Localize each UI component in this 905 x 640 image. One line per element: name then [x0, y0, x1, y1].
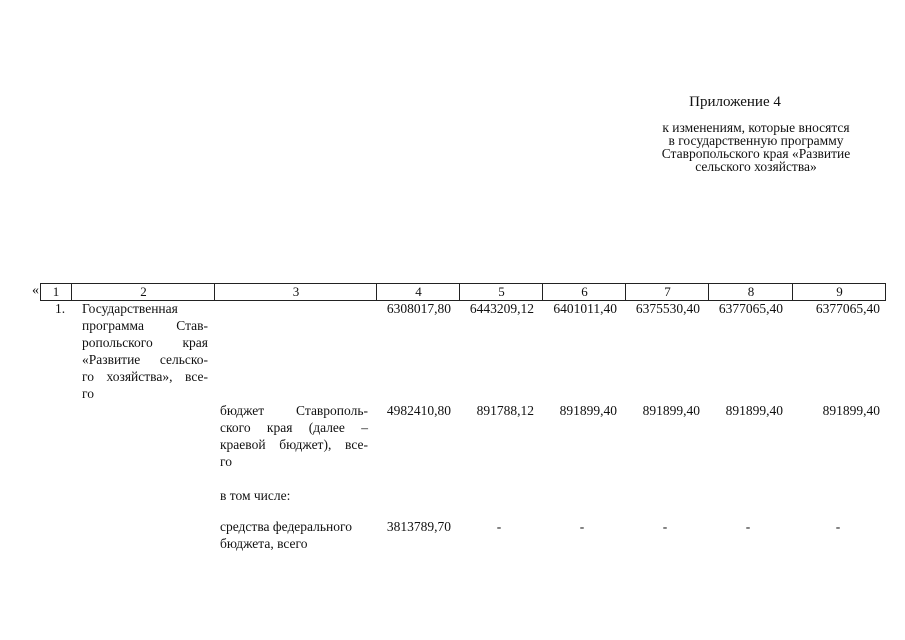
- funding-source-line: бюджет Ставрополь-: [220, 403, 368, 418]
- value-col-4: 4982410,80: [386, 403, 451, 418]
- subtitle-line: сельского хозяйства»: [695, 159, 817, 174]
- col-number-3: 3: [214, 284, 377, 300]
- value-col-6: -: [579, 519, 585, 534]
- funding-source-line: го: [220, 454, 232, 469]
- value-col-8: -: [745, 519, 751, 534]
- funding-source-line: средства федерального: [220, 519, 352, 534]
- col-number-9: 9: [792, 284, 886, 300]
- program-name-line: ропольского края: [82, 335, 208, 350]
- value-col-7: 6375530,40: [635, 301, 700, 316]
- value-col-8: 6377065,40: [718, 301, 783, 316]
- value-col-5: 6443209,12: [469, 301, 534, 316]
- open-quote: «: [32, 283, 39, 298]
- col-number-2: 2: [71, 284, 215, 300]
- program-name-line: «Развитие сельско-: [82, 352, 208, 367]
- value-col-6: 6401011,40: [553, 301, 617, 316]
- col-number-1: 1: [52, 284, 60, 299]
- subtitle-line: Ставропольского края «Развитие: [661, 146, 851, 161]
- value-col-8: 891899,40: [725, 403, 783, 418]
- program-name-line: программа Став-: [82, 318, 208, 333]
- subtitle-line: к изменениям, которые вносятся: [662, 120, 850, 135]
- col-number-8: 8: [708, 284, 793, 300]
- value-col-5: 891788,12: [476, 403, 534, 418]
- funding-source-line: в том числе:: [220, 488, 291, 503]
- appendix-title: Приложение 4: [689, 94, 781, 110]
- value-col-6: 891899,40: [559, 403, 617, 418]
- program-name-line: Государственная: [82, 301, 178, 316]
- value-col-5: -: [496, 519, 502, 534]
- subtitle-line: в государственную программу: [668, 133, 844, 148]
- col-number-4: 4: [376, 284, 460, 300]
- value-col-4: 6308017,80: [386, 301, 451, 316]
- row-number: 1.: [55, 301, 66, 316]
- value-col-9: 6377065,40: [815, 301, 880, 316]
- program-name-line: го: [82, 386, 94, 401]
- col-number-6: 6: [542, 284, 626, 300]
- value-col-7: -: [662, 519, 668, 534]
- column-number-header: [40, 283, 886, 301]
- funding-source-line: бюджета, всего: [220, 536, 308, 551]
- funding-source: [220, 518, 370, 552]
- col-number-7: 7: [625, 284, 709, 300]
- funding-source-line: ского края (далее –: [220, 420, 368, 435]
- program-name-line: го хозяйства», все-: [82, 369, 208, 384]
- funding-source: [220, 402, 368, 470]
- program-name: [82, 300, 208, 402]
- value-col-7: 891899,40: [642, 403, 700, 418]
- appendix-subtitle: [628, 121, 884, 173]
- value-col-9: -: [835, 519, 841, 534]
- value-col-4: 3813789,70: [386, 519, 451, 534]
- funding-source-line: краевой бюджет), все-: [220, 437, 368, 452]
- value-col-9: 891899,40: [822, 403, 880, 418]
- col-number-5: 5: [459, 284, 543, 300]
